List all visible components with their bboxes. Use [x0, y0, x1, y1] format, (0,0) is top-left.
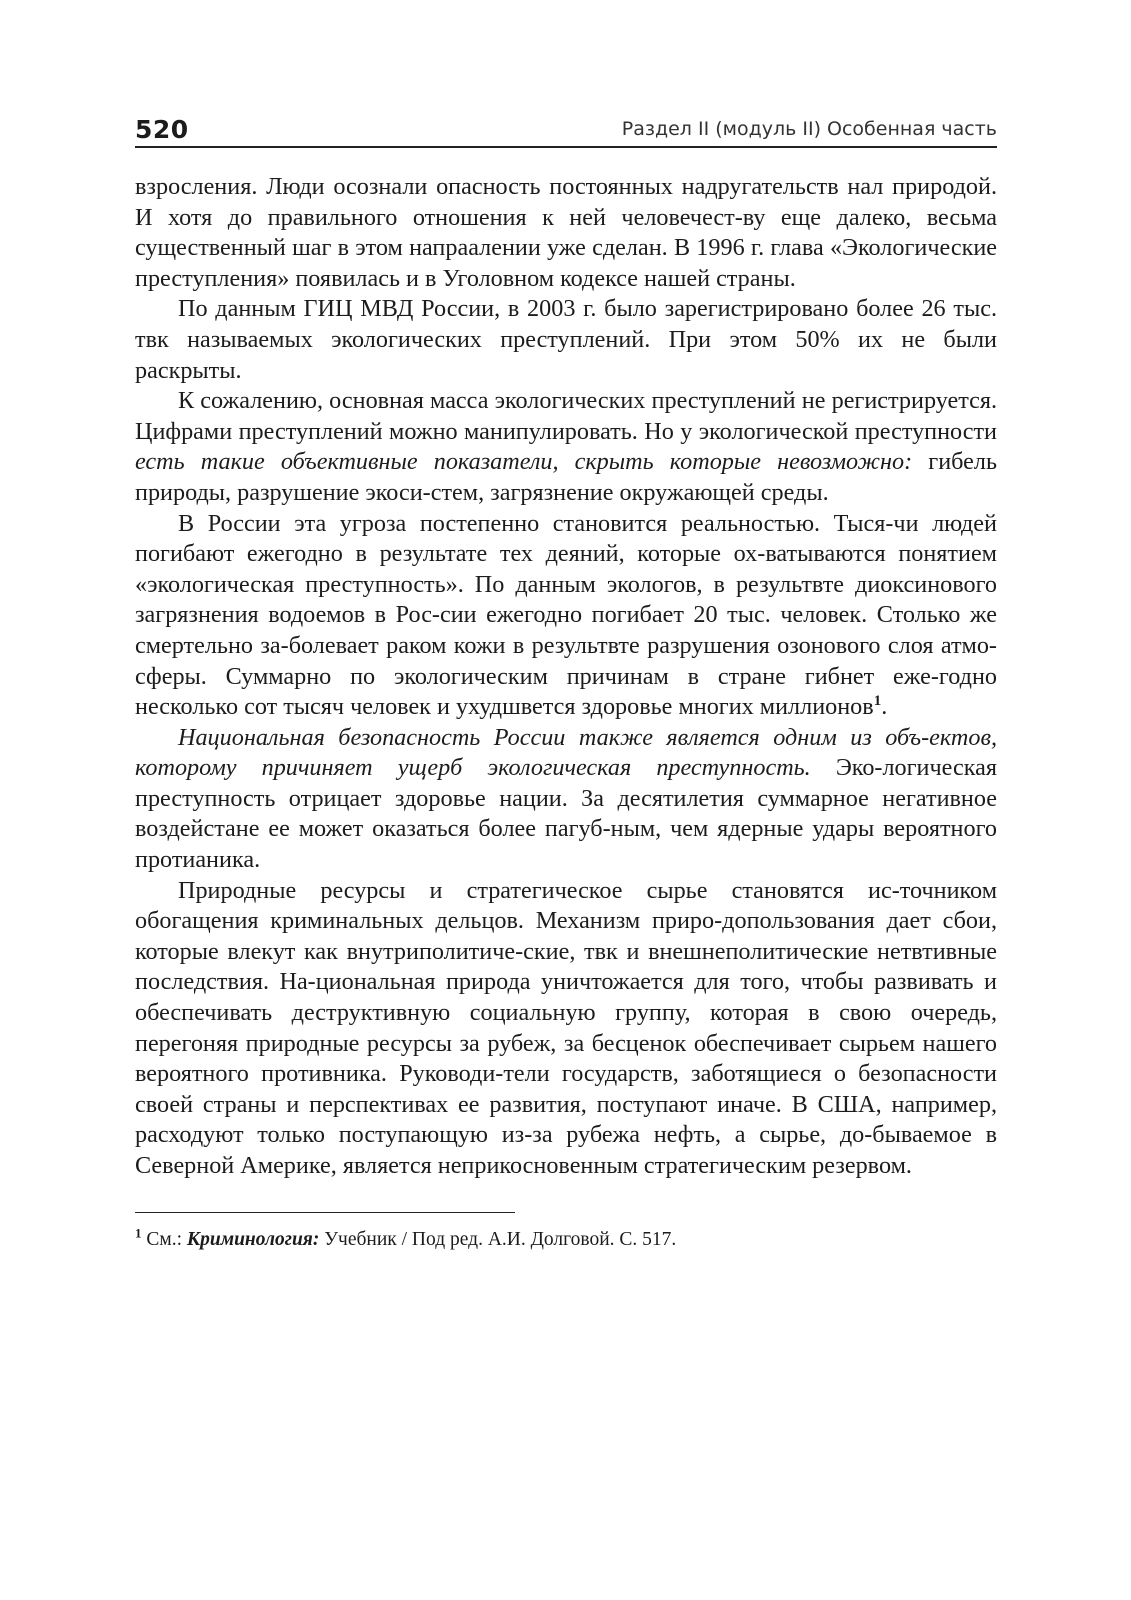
footnote [135, 1227, 997, 1253]
paragraph-5 [135, 723, 997, 876]
footnote-book-title: Криминология: [186, 1228, 320, 1250]
paragraph-3-italic: есть такие объективные показатели, скрыть которые невозможно: [135, 448, 913, 476]
paragraph-4-tail: . [881, 693, 888, 721]
footnote-reference[interactable]: 1 [873, 693, 882, 710]
paragraph-3 [135, 386, 997, 508]
paragraph-2-text: По данным ГИЦ МВД России, в 2003 г. было зарегистрировано более 26 тыс. твк называемых экологических преступлений. При этом 50% их не были раскрыты. [135, 295, 997, 384]
page-number: 520 [135, 115, 189, 144]
paragraph-4-text: В России эта угроза постепенно становится реальностью. Тыся-чи людей погибают ежегодно в результате тех деяний, которые ох-ватываются понятием «экологическая преступность». По данным экологов, в результвте диоксинового загрязнения водоемов в Рос-сии ежегодно погибает 20 тыс. человек. Столько же смертельно за-болевает раком кожи в результвте разрушения озонового слоя атмо-сферы. Суммарно по экологическим причинам в стране гибнет еже-годно несколько сот тысяч человек и ухудшвется здоровье многих миллионов [135, 509, 997, 721]
paragraph-6 [135, 876, 997, 1182]
footnote-citation: Учебник / Под ред. А.И. Долговой. С. 517. [324, 1228, 677, 1250]
paragraph-5-text-after: Эко-логическая преступность отрицает здоровье нации. За десятилетия суммарное негативное воздейстане ее может оказаться более пагуб-ным, чем ядерные удары вероятного протианика. [135, 754, 997, 874]
book-page [135, 108, 997, 1253]
running-head [135, 108, 997, 148]
paragraph-3-text-before: К сожалению, основная масса экологических преступлений не регистрируется. Цифрами преступлений можно манипулировать. Но у экологической преступности [135, 387, 997, 445]
paragraph-6-text: Природные ресурсы и стратегическое сырье становятся ис-точником обогащения криминальных дельцов. Механизм приро-допользования дает сбои, которые влекут как внутриполитиче-ские, твк и внешнеполитические нетвтивные последствия. На-циональная природа уничтожается для того, чтобы развивать и обеспечивать деструктивную социальную группу, которая в свою очередь, перегоняя природные ресурсы за рубеж, за бесценок обеспечивает сырьем нашего вероятного противника. Руководи-тели государств, заботящиеся о безопасности своей страны и перспективах ее развития, поступают иначе. В США, например, расходуют только поступающую из-за рубежа нефть, а сырье, до-бываемое в Северной Америке, является неприкосновенным стратегическим резервом. [135, 876, 997, 1179]
paragraph-1-text: взросления. Люди осознали опасность постоянных надругательств нал природой. И хотя до правильного отношения к ней человечест-ву еще далеко, весьма существенный шаг в этом напраалении уже сделан. В 1996 г. глава «Экологические преступления» появилась и в Уголовном кодексе нашей страны. [135, 173, 997, 292]
footnote-mark: 1 [135, 1225, 142, 1241]
footnote-prefix: См.: [146, 1228, 183, 1250]
section-title: Раздел II (модуль II) Особенная часть [621, 118, 997, 140]
body-text [135, 172, 997, 1182]
footnote-divider [135, 1212, 515, 1213]
paragraph-1 [135, 172, 997, 294]
paragraph-4 [135, 509, 997, 723]
paragraph-2 [135, 294, 997, 386]
paragraph-5-italic: Национальная безопасность России также является одним из объ-ектов, которому причиняет ущерб экологическая преступность. [135, 723, 997, 782]
paragraph-3-text-after: гибель природы, разрушение экоси-стем, загрязнение окружающей среды. [135, 448, 997, 506]
